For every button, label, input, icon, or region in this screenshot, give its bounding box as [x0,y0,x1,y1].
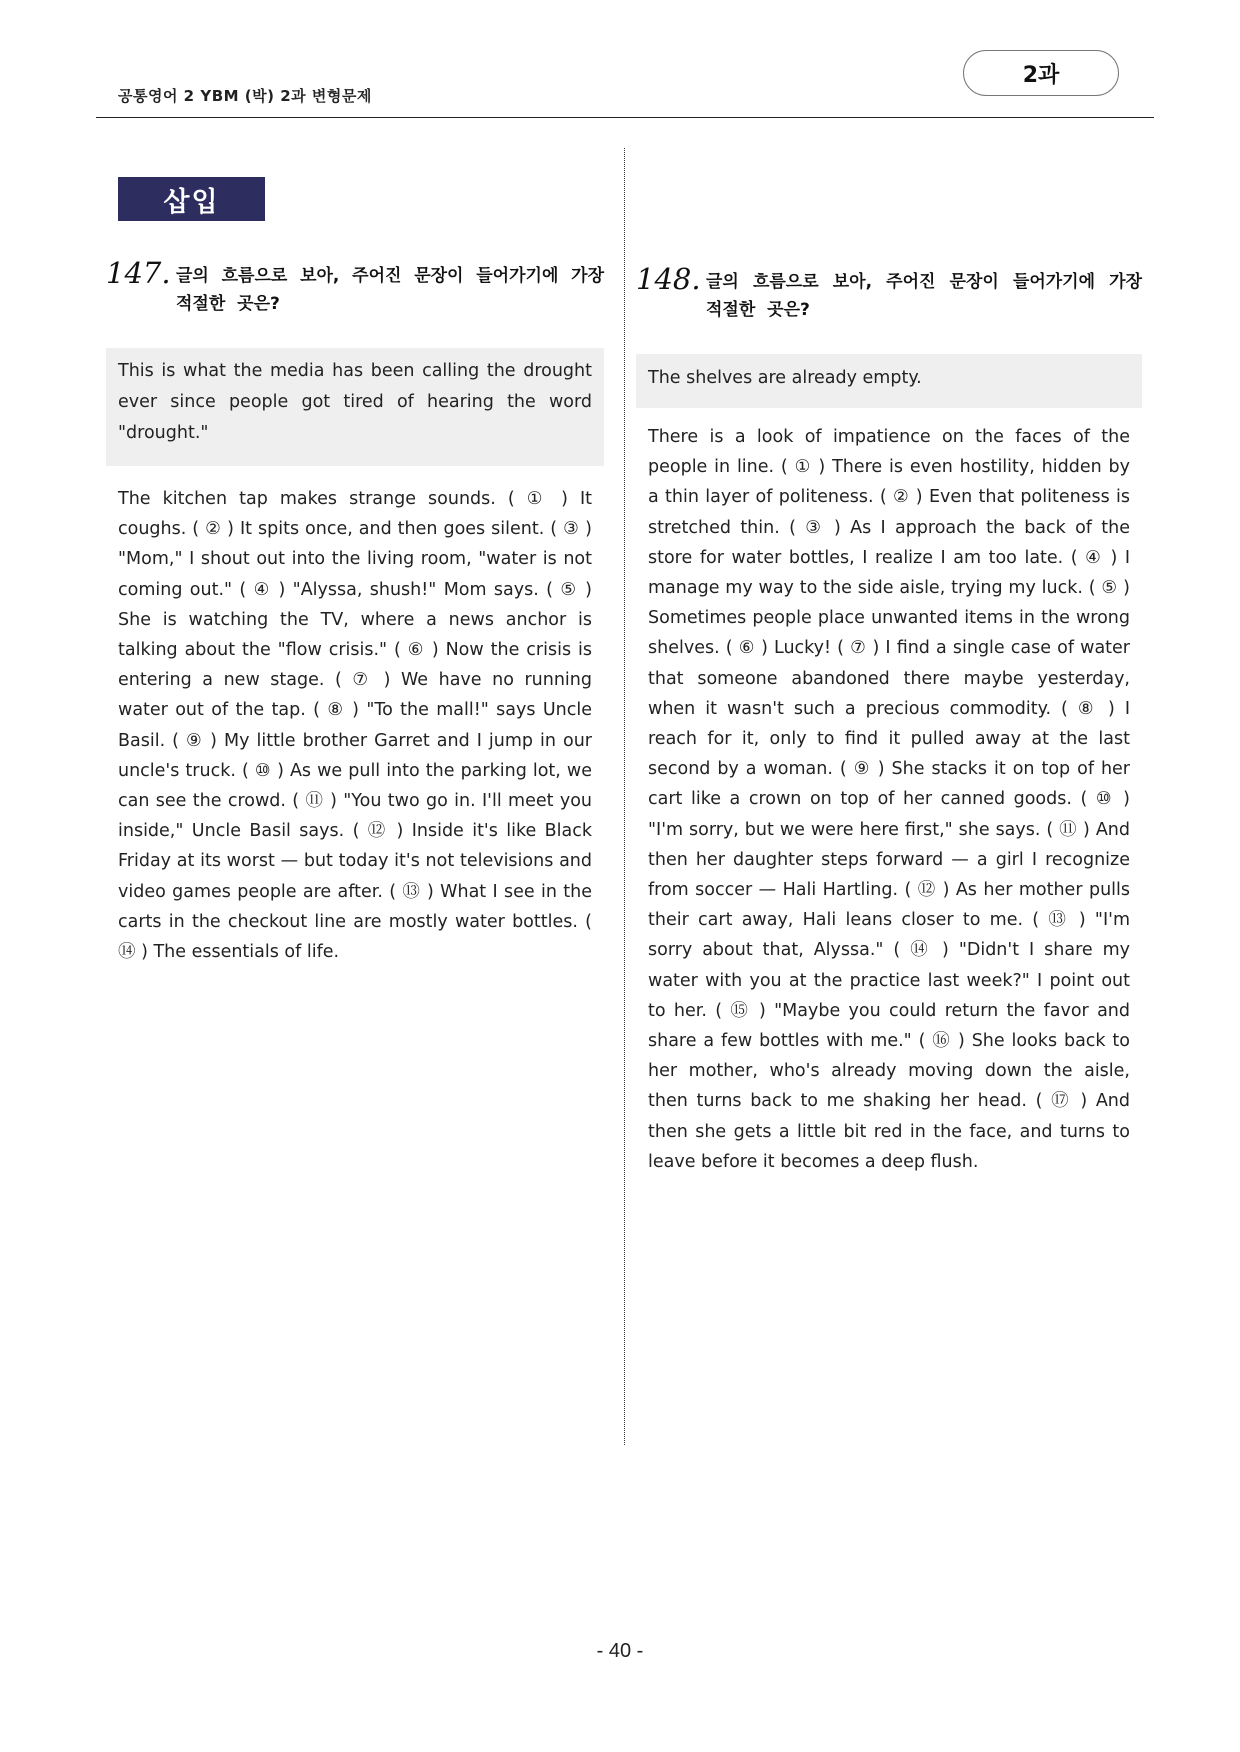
passage-text: There is a look of impatience on the faces of the people in line. ( ① ) There is even hostility, hidden by a thin layer of politeness. ( ② ) Even that politeness is stretched thin. ( ③ ) As I approach the back of the store for water bottles, I realize I am too late. ( ④ ) I manage my way to the side aisle, trying my luck. ( ⑤ ) Sometimes people place unwanted items in the wrong shelves. ( ⑥ ) Lucky! ( ⑦ ) I find a single case of water that someone abandoned there maybe yesterday, when it wasn't such a precious commodity. ( ⑧ ) I reach for it, only to find it pulled away at the last second by a woman. ( ⑨ ) She stacks it on top of her cart like a crown on top of her canned goods. ( ⑩ ) "I'm sorry, but we were here first," she says. ( ⑪ ) And then her daughter steps forward — a girl I recognize from soccer — Hali Hartling. ( ⑫ ) As her mother pulls their cart away, Hali leans closer to me. ( ⑬ ) "I'm sorry about that, Alyssa." ( ⑭ ) "Didn't I share my water with you at the practice last week?" I point out to her. ( ⑮ ) "Maybe you could return the favor and share a few bottles with me." ( ⑯ ) She looks back to her mother, who's already moving down the aisle, then turns back to me shaking her head. ( ⑰ ) And then she gets a little bit red in the face, and turns to leave before it becomes a deep flush. [648,427,1130,1172]
document-header-title: 공통영어 2 YBM (박) 2과 변형문제 [118,87,372,105]
page-number: - 40 - [596,1640,644,1662]
question-number: 148. [636,262,701,296]
given-sentence-box: This is what the media has been calling the drought ever since people got tired of hearing the word "drought." [106,348,604,466]
given-sentence-box: The shelves are already empty. [636,354,1142,408]
question-number: 147. [106,256,171,290]
question-148 [636,262,1142,1177]
question-prompt: 글의 흐름으로 보아, 주어진 문장이 들어가기에 가장 적절한 곳은? [706,272,1142,320]
question-147 [106,256,604,967]
lesson-badge: 2과 [963,50,1119,96]
question-header [636,262,1142,324]
header-divider [96,117,1154,118]
passage-text: The kitchen tap makes strange sounds. ( ① ) It coughs. ( ② ) It spits once, and then goes silent. ( ③ ) "Mom," I shout out into the living room, "water is not coming out." ( ④ ) "Alyssa, shush!" Mom says. ( ⑤ ) She is watching the TV, where a news anchor is talking about the "flow crisis." ( ⑥ ) Now the crisis is entering a new stage. ( ⑦ ) We have no running water out of the tap. ( ⑧ ) "To the mall!" says Uncle Basil. ( ⑨ ) My little brother Garret and I jump in our uncle's truck. ( ⑩ ) As we pull into the parking lot, we can see the crowd. ( ⑪ ) "You two go in. I'll meet you inside," Uncle Basil says. ( ⑫ ) Inside it's like Black Friday at its worst — but today it's not televisions and video games people are after. ( ⑬ ) What I see in the carts in the checkout line are mostly water bottles. ( ⑭ ) The essentials of life. [118,489,592,963]
section-tag: 삽입 [118,177,265,221]
column-divider [624,148,625,1445]
question-prompt: 글의 흐름으로 보아, 주어진 문장이 들어가기에 가장 적절한 곳은? [176,266,604,314]
question-header [106,256,604,318]
